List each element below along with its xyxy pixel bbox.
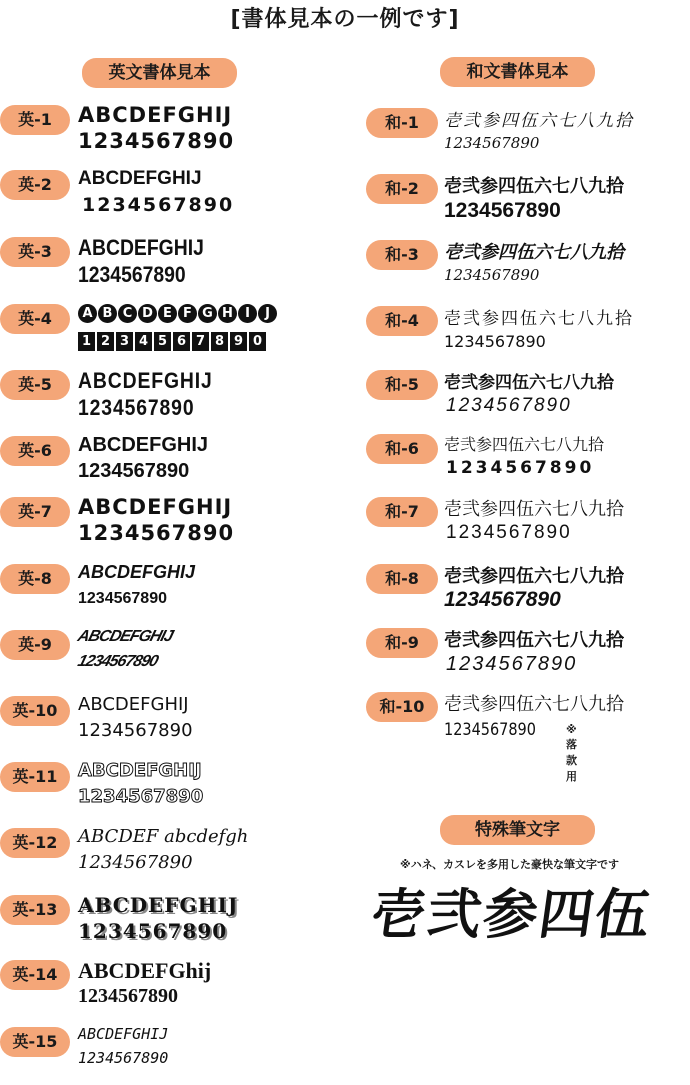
sample-kanji: 壱弐参四伍六七八九拾 [444, 176, 624, 196]
sample-kanji: 壱弐参四伍六七八九拾 [444, 694, 624, 715]
sample-tag: 和-5 [366, 370, 438, 400]
sample-kanji: 壱弐参四伍六七八九拾 [444, 499, 624, 519]
sample-digits: 1234567890 [444, 588, 561, 611]
sample-digits: 1234567890 [75, 653, 160, 670]
sample-digits: 1234567890 [78, 720, 193, 741]
sample-tag: 英-2 [0, 170, 70, 200]
sample-letters: ABCDEF abcdefgh [78, 826, 249, 847]
sample-tag: 英-1 [0, 105, 70, 135]
sample-kanji: 壱弐参四伍六七八九拾 [444, 242, 624, 263]
sample-digits: 1234567890 [444, 266, 540, 284]
sample-tag: 英-15 [0, 1027, 70, 1057]
seal-note: ※落款用 [566, 723, 577, 783]
sample-digits: 1234567890 [78, 262, 186, 287]
sample-kanji: 壱弐参四伍六七八九拾 [444, 373, 614, 392]
sample-tag: 和-10 [366, 692, 438, 722]
sample-digits: 1234567890 [78, 395, 195, 420]
sample-tag: 和-4 [366, 306, 438, 336]
sample-digits: 1234567890 [78, 919, 228, 943]
sample-letters: ABCDEFGHIJ [78, 495, 233, 519]
sample-letters: ABCDEFGHIJ [78, 760, 202, 781]
sample-digits: 1234567890 [82, 194, 235, 216]
sample-digits: 1234567890 [78, 460, 190, 482]
sample-kanji: 壱弐参四伍六七八九拾 [444, 111, 634, 131]
sample-digits: 1234567890 [78, 521, 235, 545]
sample-letters: ABCDEFGHIJ [78, 1025, 169, 1043]
sample-letters: ABCDEFGHIJ [78, 103, 233, 127]
sample-tag: 英-8 [0, 564, 70, 594]
circled-letters: A B C D E F G H I J [78, 302, 278, 323]
sample-tag: 英-9 [0, 630, 70, 660]
sample-digits: 1234567890 [78, 129, 235, 153]
sample-tag: 和-8 [366, 564, 438, 594]
sample-digits: 1234567890 [78, 786, 204, 807]
sample-tag: 英-11 [0, 762, 70, 792]
sample-letters: ABCDEFGHIJ [78, 235, 204, 260]
sample-digits: 1234567890 [444, 134, 540, 152]
sample-letters: ABCDEFGHIJ [78, 434, 209, 456]
japanese-section-header: 和文書体見本 [440, 57, 595, 87]
sample-kanji: 壱弐参四伍六七八九拾 [444, 309, 634, 329]
sample-letters: ABCDEFGHIJ [78, 893, 239, 917]
sample-letters: ABCDEFGhij [78, 958, 212, 983]
sample-tag: 英-6 [0, 436, 70, 466]
sample-tag: 和-3 [366, 240, 438, 270]
sample-tag: 英-7 [0, 497, 70, 527]
sample-tag: 英-10 [0, 696, 70, 726]
boxed-digits: 1 2 3 4 5 6 7 8 9 0 [78, 330, 268, 351]
sample-tag: 英-12 [0, 828, 70, 858]
sample-digits: 1234567890 [444, 720, 536, 740]
english-section-header: 英文書体見本 [82, 58, 237, 88]
sample-kanji: 壱弐参四伍六七八九拾 [444, 566, 624, 586]
sample-tag: 英-13 [0, 895, 70, 925]
sample-tag: 英-3 [0, 237, 70, 267]
special-note: ※ハネ、カスレを多用した豪快な筆文字です [400, 858, 620, 871]
sample-digits: 1234567890 [78, 985, 178, 1007]
sample-kanji: 壱弐参四伍六七八九拾 [444, 630, 624, 650]
sample-tag: 英-14 [0, 960, 70, 990]
sample-digits: 1234567890 [446, 522, 572, 543]
sample-letters: ABCDEFGHIJ [78, 562, 196, 582]
sample-tag: 英-4 [0, 304, 70, 334]
sample-digits: 1234567890 [446, 653, 578, 675]
special-section-header: 特殊筆文字 [440, 815, 595, 845]
sample-letters: ABCDEFGHIJ [78, 694, 189, 715]
sample-tag: 和-1 [366, 108, 438, 138]
sample-digits: 1234567890 [78, 852, 193, 873]
sample-tag: 英-5 [0, 370, 70, 400]
sample-tag: 和-7 [366, 497, 438, 527]
sample-letters: ABCDEFGHIJ [75, 628, 175, 645]
page-title: [書体見本の一例です] [230, 7, 460, 32]
sample-digits: 1234567890 [446, 395, 572, 416]
sample-digits: 1234567890 [78, 590, 167, 607]
sample-letters: ABCDEFGHIJ [78, 368, 213, 393]
sample-tag: 和-2 [366, 174, 438, 204]
sample-tag: 和-9 [366, 628, 438, 658]
sample-kanji: 壱弐参四伍六七八九拾 [444, 435, 605, 454]
sample-digits: 1234567890 [444, 332, 546, 351]
sample-digits: 1234567890 [78, 1049, 169, 1067]
brush-sample: 壱弐参四伍 [367, 882, 657, 946]
sample-digits: 1234567890 [446, 458, 595, 478]
sample-letters: ABCDEFGHIJ [78, 168, 202, 189]
sample-digits: 1234567890 [444, 199, 561, 222]
sample-tag: 和-6 [366, 434, 438, 464]
